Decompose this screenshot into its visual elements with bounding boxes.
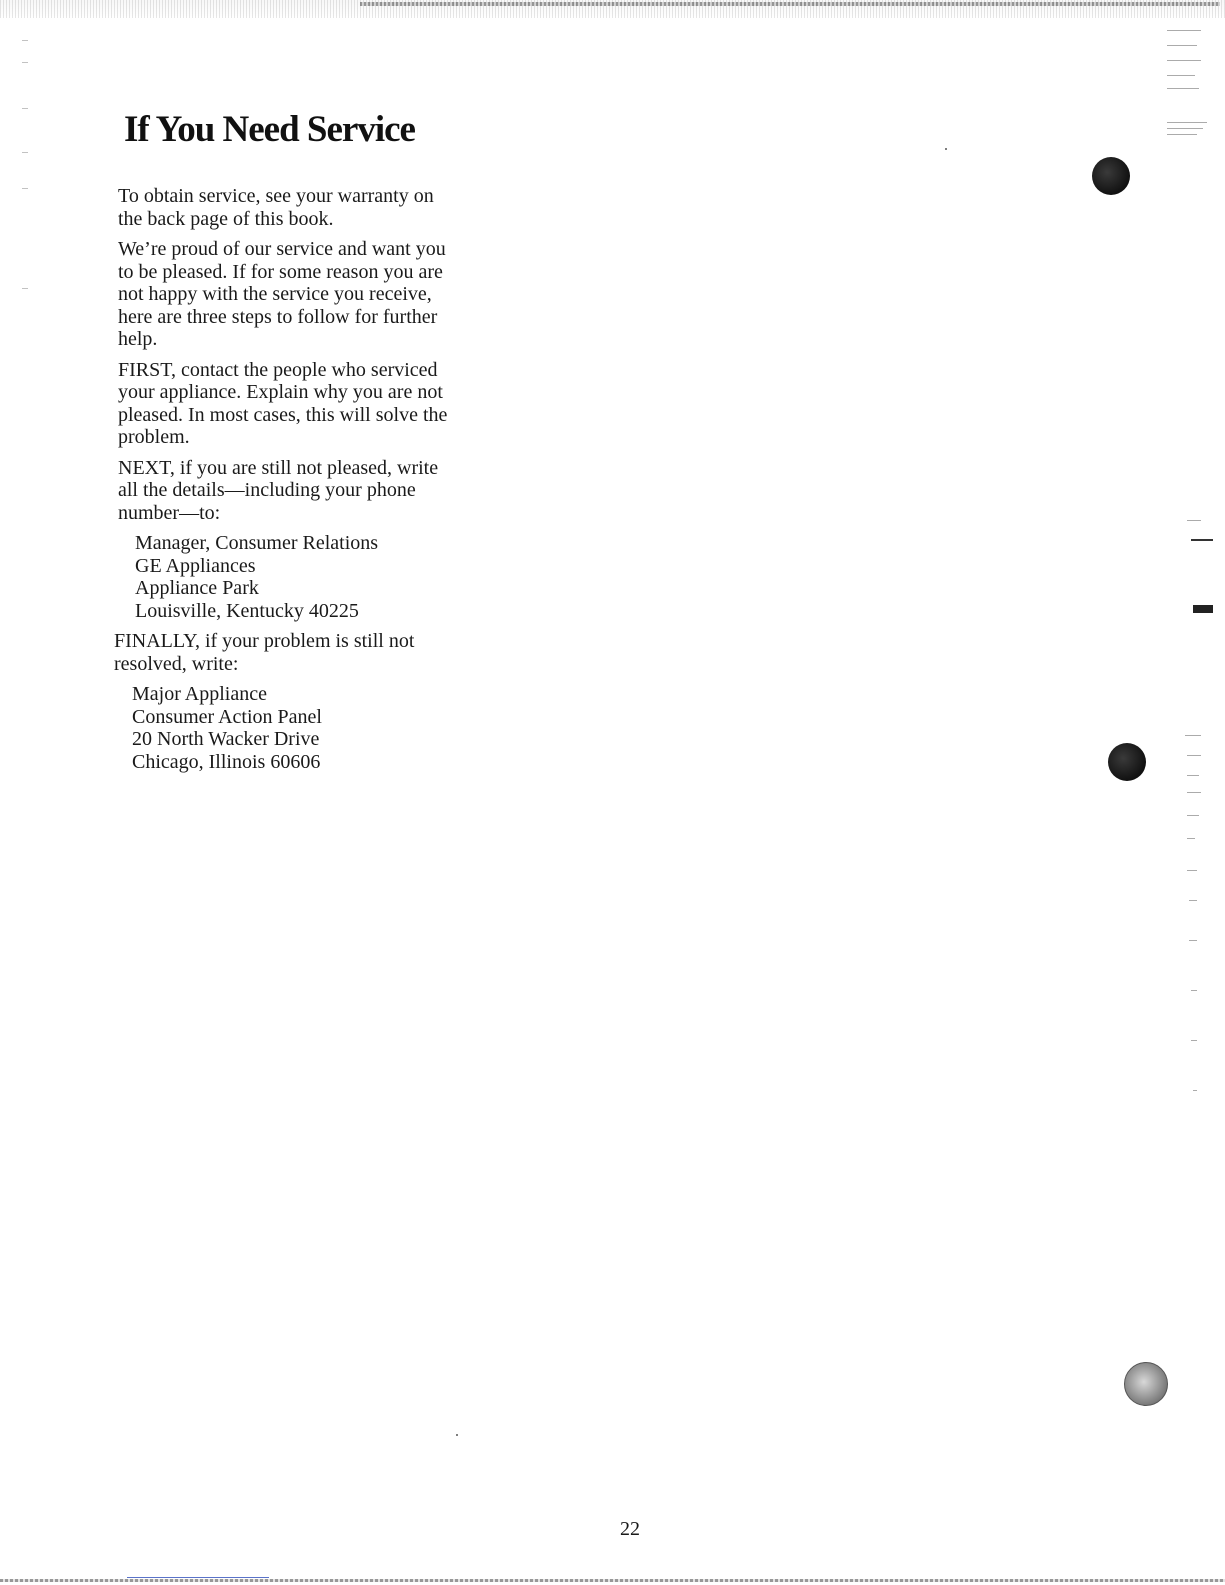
consumer-relations-address xyxy=(135,532,448,622)
address-line: GE Appliances xyxy=(135,554,256,577)
scan-edge-mark xyxy=(1193,605,1213,613)
scan-right-tick xyxy=(1167,60,1201,61)
scan-left-tick xyxy=(22,188,28,189)
binder-hole-middle xyxy=(1108,743,1146,781)
scan-right-tick xyxy=(1187,755,1201,756)
binder-hole-top xyxy=(1092,157,1130,195)
scan-right-tick xyxy=(1191,990,1197,991)
first-step-paragraph: FIRST, contact the people who serviced your appliance. Explain why you are not pleased. In most cases, this will solve the problem. xyxy=(118,358,448,448)
scan-right-tick xyxy=(1191,1040,1197,1041)
address-line: 20 North Wacker Drive xyxy=(132,728,320,750)
address-line: Major Appliance xyxy=(132,683,267,705)
scan-top-line xyxy=(360,2,1220,6)
scan-right-edge xyxy=(1165,0,1225,1585)
binder-hole-bottom xyxy=(1124,1362,1168,1406)
scan-right-tick xyxy=(1167,128,1203,129)
scan-left-tick xyxy=(22,288,28,289)
address-line: Appliance Park xyxy=(135,577,259,599)
scan-left-tick xyxy=(22,62,28,63)
scan-bottom-edge xyxy=(0,1579,1225,1582)
scan-right-tick xyxy=(1167,75,1195,76)
service-instructions xyxy=(114,185,448,781)
scan-bottom-mark xyxy=(127,1577,269,1578)
address-line: Louisville, Kentucky 40225 xyxy=(135,599,359,622)
address-line: Manager, Consumer Relations xyxy=(135,532,379,554)
satisfaction-paragraph: We’re proud of our service and want you to be pleased. If for some reason you are not happy with the service you receive, here are three steps to follow for further help. xyxy=(118,238,446,350)
page-title: If You Need Service xyxy=(124,109,415,150)
final-step-paragraph: FINALLY, if your problem is still not resolved, write: xyxy=(114,630,415,675)
intro-paragraph: To obtain service, see your warranty on the back page of this book. xyxy=(118,185,434,230)
address-line: Chicago, Illinois 60606 xyxy=(132,750,321,773)
scan-speck xyxy=(945,148,947,150)
scan-right-tick xyxy=(1187,775,1199,776)
scan-right-tick xyxy=(1167,122,1207,123)
scan-left-tick xyxy=(22,40,28,41)
address-line: Consumer Action Panel xyxy=(132,705,322,728)
consumer-action-panel-address xyxy=(132,683,448,773)
page-number: 22 xyxy=(620,1518,640,1540)
scan-left-tick xyxy=(22,152,28,153)
scan-right-tick xyxy=(1167,134,1197,135)
scan-right-tick xyxy=(1189,900,1197,901)
scan-speck xyxy=(456,1434,458,1436)
scan-right-tick xyxy=(1187,520,1201,521)
scan-right-tick xyxy=(1187,870,1197,871)
scan-right-tick xyxy=(1167,30,1201,31)
scan-right-tick xyxy=(1187,792,1201,793)
scan-right-tick xyxy=(1189,940,1197,941)
scan-edge-dash xyxy=(1191,539,1213,541)
scan-right-tick xyxy=(1193,1090,1197,1091)
scan-right-tick xyxy=(1187,815,1199,816)
scan-right-tick xyxy=(1187,838,1195,839)
scan-left-tick xyxy=(22,108,28,109)
next-step-paragraph: NEXT, if you are still not pleased, write all the details—including your phone number—to: xyxy=(118,456,439,524)
scan-right-tick xyxy=(1185,735,1201,736)
scan-right-tick xyxy=(1167,88,1199,89)
scan-right-tick xyxy=(1167,45,1197,46)
